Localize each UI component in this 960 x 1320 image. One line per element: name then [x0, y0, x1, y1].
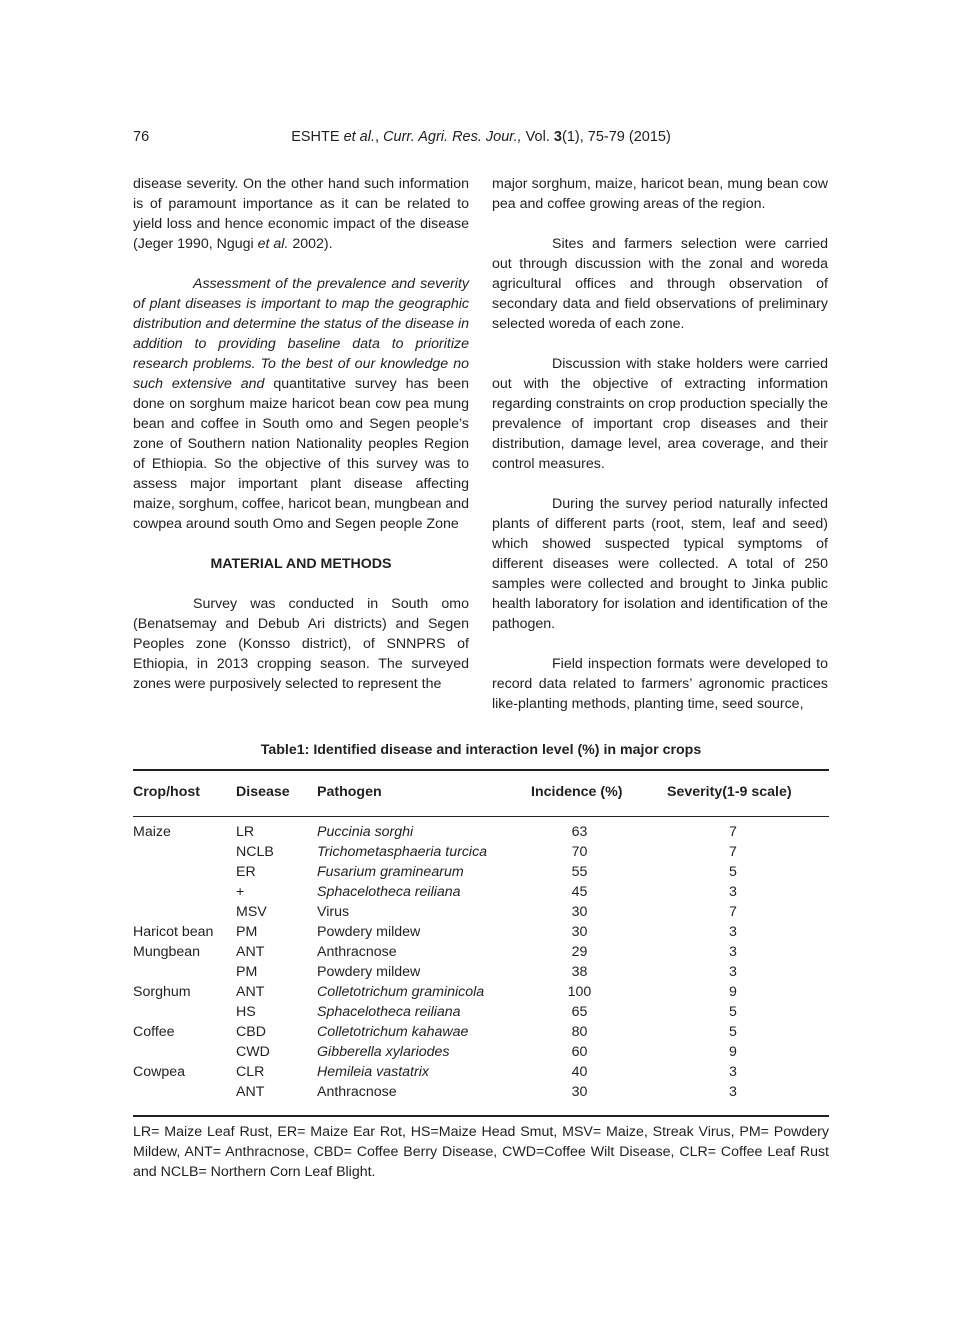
- cell-severity: 3: [729, 944, 737, 960]
- left-p1-italic: et al.: [257, 236, 289, 252]
- cell-crop: Sorghum: [133, 984, 191, 1000]
- cell-incidence: 38: [571, 964, 588, 980]
- cell-incidence: 30: [571, 1084, 588, 1100]
- table-header-row: [133, 771, 829, 816]
- cell-incidence: 30: [571, 924, 588, 940]
- header-pathogen: Pathogen: [317, 784, 382, 800]
- page-number: 76: [133, 129, 150, 145]
- right-paragraph-4: During the survey period naturally infected plants of different parts (root, stem, leaf and seed) which showed suspected typical symptoms of different diseases were collected. A total of 250 samples were collected and brought to Jinka public health laboratory for isolation and identification of the pathogen.: [492, 496, 828, 632]
- cell-pathogen: Anthracnose: [317, 944, 397, 960]
- cell-severity: 3: [729, 964, 737, 980]
- cell-incidence: 45: [571, 884, 588, 900]
- cell-pathogen: Colletotrichum kahawae: [317, 1024, 469, 1040]
- table-bottom-rule: [133, 1115, 829, 1117]
- cell-severity: 9: [729, 1044, 737, 1060]
- cell-severity: 3: [729, 1064, 737, 1080]
- cell-pathogen: Trichometasphaeria turcica: [317, 844, 488, 860]
- cell-pathogen: Sphacelotheca reiliana: [317, 1004, 461, 1020]
- cell-crop: Maize: [133, 824, 171, 840]
- cell-pathogen: Colletotrichum graminicola: [317, 984, 485, 1000]
- cell-disease: ANT: [236, 1084, 265, 1100]
- cell-pathogen: Powdery mildew: [317, 924, 421, 940]
- running-head-vol-num: 3: [553, 129, 562, 145]
- left-p1-text: disease severity. On the other hand such information is of paramount importance as it can be related to yield loss and hence economic impact of the disease (Jeger 1990, Ngugi: [133, 176, 469, 252]
- cell-disease: CBD: [236, 1024, 266, 1040]
- left-p2-italic: Assessment of the prevalence and severity of plant diseases is important to map the geographic distribution and determine the status of the disease in addition to providing baseline data to prioritize research problems. To the best of our knowledge no such extensive and: [133, 276, 469, 392]
- cell-pathogen: Gibberella xylariodes: [317, 1044, 450, 1060]
- left-paragraph-3: Survey was conducted in South omo (Benatsemay and Debub Ari districts) and Segen Peoples zone (Konsso district), of SNNPRS of Ethiopia, in 2013 cropping season. The surveyed zones were purposively selected to represent the: [133, 596, 469, 692]
- cell-disease: HS: [236, 1004, 256, 1020]
- cell-incidence: 70: [571, 844, 588, 860]
- cell-severity: 3: [729, 924, 737, 940]
- cell-severity: 3: [729, 884, 737, 900]
- left-p2-text: quantitative survey has been done on sorghum maize haricot bean cow pea mung bean and coffee in South omo and Segen people’s zone of Southern nation Nationality peoples Region of Ethiopia. So the objective of this survey was to assess major important plant disease affecting maize, sorghum, coffee, haricot bean, mungbean and cowpea around south Omo and Segen people Zone: [133, 376, 469, 532]
- table-row: [133, 844, 829, 864]
- cell-severity: 7: [729, 824, 737, 840]
- table-row: [133, 924, 829, 944]
- right-paragraph-5: Field inspection formats were developed to record data related to farmers’ agronomic practices like-planting methods, planting time, seed source,: [492, 656, 828, 712]
- cell-pathogen: Virus: [317, 904, 350, 920]
- table-row: [133, 1024, 829, 1044]
- header-disease: Disease: [236, 784, 290, 800]
- cell-pathogen: Powdery mildew: [317, 964, 421, 980]
- cell-incidence: 60: [571, 1044, 588, 1060]
- cell-disease: MSV: [236, 904, 267, 920]
- cell-disease: +: [236, 884, 245, 900]
- cell-pathogen: Puccinia sorghi: [317, 824, 414, 840]
- cell-severity: 7: [729, 904, 737, 920]
- cell-disease: ANT: [236, 984, 265, 1000]
- running-head-vol-pre: Vol.: [521, 129, 554, 145]
- disease-table: [133, 769, 829, 1117]
- cell-incidence: 30: [571, 904, 588, 920]
- table-title: Table1: Identified disease and interaction level (%) in major crops: [260, 742, 702, 758]
- cell-crop: Coffee: [133, 1024, 175, 1040]
- cell-disease: ER: [236, 864, 256, 880]
- table-row: [133, 1064, 829, 1084]
- table-row: [133, 1044, 829, 1064]
- cell-pathogen: Hemileia vastatrix: [317, 1064, 429, 1080]
- cell-disease: PM: [236, 924, 258, 940]
- left-p1-end: 2002).: [288, 236, 333, 252]
- cell-pathogen: Sphacelotheca reiliana: [317, 884, 461, 900]
- cell-crop: Haricot bean: [133, 924, 214, 940]
- right-paragraph-1: major sorghum, maize, haricot bean, mung bean cow pea and coffee growing areas of the region.: [492, 176, 828, 212]
- left-column: [133, 174, 469, 694]
- cell-incidence: 80: [571, 1024, 588, 1040]
- cell-severity: 5: [729, 1024, 737, 1040]
- table-row: [133, 1084, 829, 1104]
- cell-incidence: 63: [571, 824, 588, 840]
- right-paragraph-3: Discussion with stake holders were carried out with the objective of extracting information regarding constraints on crop production specially the prevalence of important crop diseases and their distribution, damage level, area coverage, and their control measures.: [492, 356, 828, 472]
- cell-incidence: 29: [571, 944, 588, 960]
- cell-disease: LR: [236, 824, 255, 840]
- cell-severity: 5: [729, 864, 737, 880]
- cell-disease: PM: [236, 964, 258, 980]
- running-head-comma: ,: [375, 129, 384, 145]
- cell-incidence: 65: [571, 1004, 588, 1020]
- right-column: [492, 174, 828, 714]
- cell-severity: 3: [729, 1084, 737, 1100]
- cell-pathogen: Fusarium graminearum: [317, 864, 464, 880]
- table-row: [133, 964, 829, 984]
- running-head-vol-post: (1), 75-79 (2015): [561, 129, 671, 145]
- table-row: [133, 824, 829, 844]
- table-row: [133, 904, 829, 924]
- cell-incidence: 55: [571, 864, 588, 880]
- table-footnote: LR= Maize Leaf Rust, ER= Maize Ear Rot, HS=Maize Head Smut, MSV= Maize, Streak Virus, PM= Powdery Mildew, ANT= Anthracnose, CBD= Coffee Berry Disease, CWD=Coffee Wilt Disease, CLR= Coffee Leaf Rust and NCLB= Northern Corn Leaf Blight.: [133, 1124, 829, 1180]
- cell-incidence: 40: [571, 1064, 588, 1080]
- left-paragraph-2: [133, 274, 469, 534]
- cell-disease: NCLB: [236, 844, 274, 860]
- cell-pathogen: Anthracnose: [317, 1084, 397, 1100]
- cell-incidence: 100: [567, 984, 592, 1000]
- page-header: [133, 129, 829, 149]
- running-head-et-al: et al.: [343, 129, 375, 145]
- section-heading: MATERIAL AND METHODS: [210, 556, 392, 572]
- table-row: [133, 944, 829, 964]
- table-row: [133, 884, 829, 904]
- cell-severity: 9: [729, 984, 737, 1000]
- left-paragraph-1: [133, 174, 469, 254]
- header-severity: Severity(1-9 scale): [667, 784, 792, 800]
- cell-severity: 5: [729, 1004, 737, 1020]
- cell-disease: ANT: [236, 944, 265, 960]
- table-body: [133, 817, 829, 1115]
- running-head-authors: ESHTE: [291, 129, 344, 145]
- cell-disease: CLR: [236, 1064, 265, 1080]
- cell-crop: Cowpea: [133, 1064, 186, 1080]
- right-paragraph-2: Sites and farmers selection were carried out through discussion with the zonal and woreda agricultural offices and through observation of secondary data and field observations of preliminary selected woreda of each zone.: [492, 236, 828, 332]
- table-row: [133, 984, 829, 1004]
- cell-crop: Mungbean: [133, 944, 201, 960]
- cell-severity: 7: [729, 844, 737, 860]
- table-row: [133, 1004, 829, 1024]
- running-head: [133, 129, 829, 145]
- table-row: [133, 864, 829, 884]
- header-incidence: Incidence (%): [531, 784, 623, 800]
- running-head-journal: Curr. Agri. Res. Jour.,: [383, 129, 522, 145]
- cell-disease: CWD: [236, 1044, 270, 1060]
- header-crop: Crop/host: [133, 784, 200, 800]
